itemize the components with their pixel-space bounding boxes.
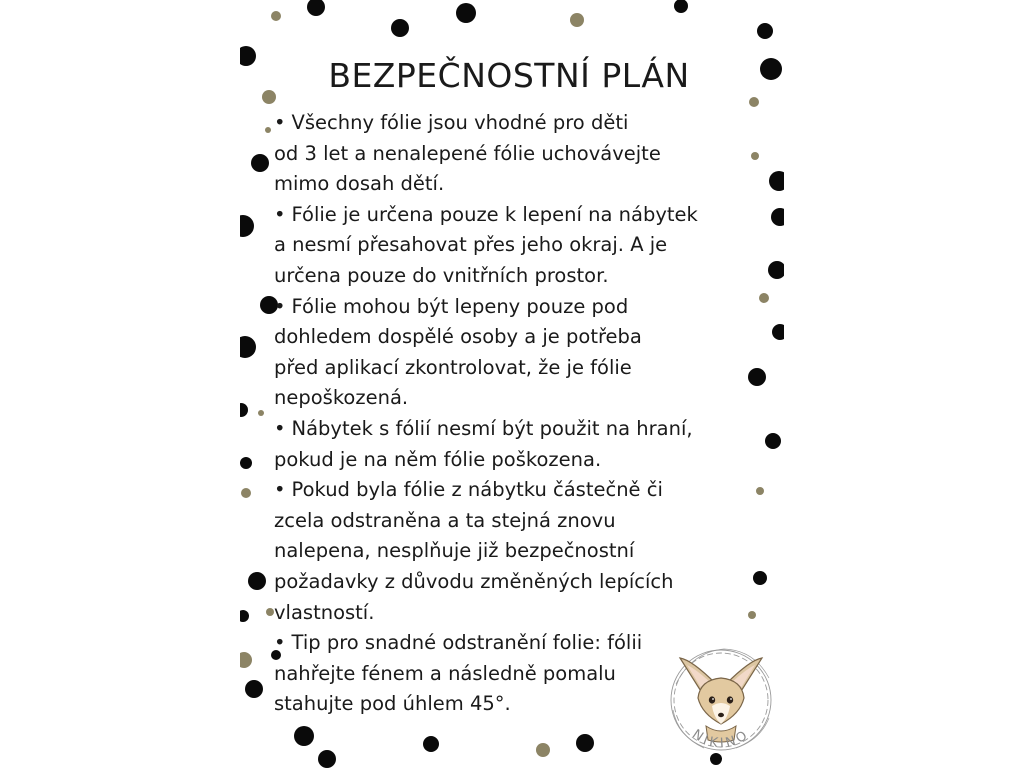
rule-text: nahřejte fénem a následně pomalu xyxy=(274,661,616,685)
bullet: • xyxy=(274,202,286,226)
fennec-fox-icon xyxy=(680,658,762,742)
safety-rule xyxy=(274,200,744,292)
rule-line xyxy=(274,108,744,139)
rule-text: nalepena, nesplňuje již bezpečnostní xyxy=(274,539,635,563)
rule-text: od 3 let a nenalepené fólie uchovávejte xyxy=(274,141,661,165)
card-content xyxy=(274,50,744,720)
rule-text: vlastností. xyxy=(274,600,375,624)
safety-rule xyxy=(274,108,744,200)
rule-text: Tip pro snadné odstranění folie: fólii xyxy=(291,631,643,655)
rule-line xyxy=(274,292,744,323)
rule-text: určena pouze do vnitřních prostor. xyxy=(274,263,609,287)
rule-text: před aplikací zkontrolovat, že je fólie xyxy=(274,355,632,379)
rule-text: požadavky z důvodu změněných lepících xyxy=(274,569,674,593)
bullet: • xyxy=(274,478,286,502)
safety-rule xyxy=(274,475,744,628)
rule-text: Fólie je určena pouze k lepení na nábytek xyxy=(291,202,698,226)
bullet: • xyxy=(274,111,286,134)
safety-rule xyxy=(274,292,744,414)
safety-rules-list xyxy=(274,108,744,720)
rule-text: pokud je na něm fólie poškozena. xyxy=(274,447,602,471)
bullet: • xyxy=(274,294,286,318)
rule-text: Nábytek s fólií nesmí být použit na hraní, xyxy=(291,416,693,440)
page-title: BEZPEČNOSTNÍ PLÁN xyxy=(328,56,690,95)
rule-line xyxy=(274,200,744,231)
logo-text: NIKINO xyxy=(689,726,753,752)
safety-rule xyxy=(274,414,744,475)
rule-text: Fólie mohou být lepeny pouze pod xyxy=(291,294,629,318)
rule-line xyxy=(274,475,744,506)
rule-text: zcela odstraněna a ta stejná znovu xyxy=(274,508,616,532)
safety-card xyxy=(240,0,784,768)
rule-line xyxy=(274,414,744,445)
bullet: • xyxy=(274,416,286,440)
rule-text: Všechny fólie jsou vhodné pro děti xyxy=(291,111,629,134)
rule-text: stahujte pod úhlem 45°. xyxy=(274,692,511,716)
rule-text: nepoškozená. xyxy=(274,386,409,410)
rule-text: a nesmí přesahovat přes jeho okraj. A je xyxy=(274,233,668,257)
rule-text: mimo dosah dětí. xyxy=(274,172,445,196)
rule-text: dohledem dospělé osoby a je potřeba xyxy=(274,325,642,349)
rule-text: Pokud byla fólie z nábytku částečně či xyxy=(291,478,663,502)
nikino-logo xyxy=(662,640,780,758)
bullet: • xyxy=(274,631,286,655)
